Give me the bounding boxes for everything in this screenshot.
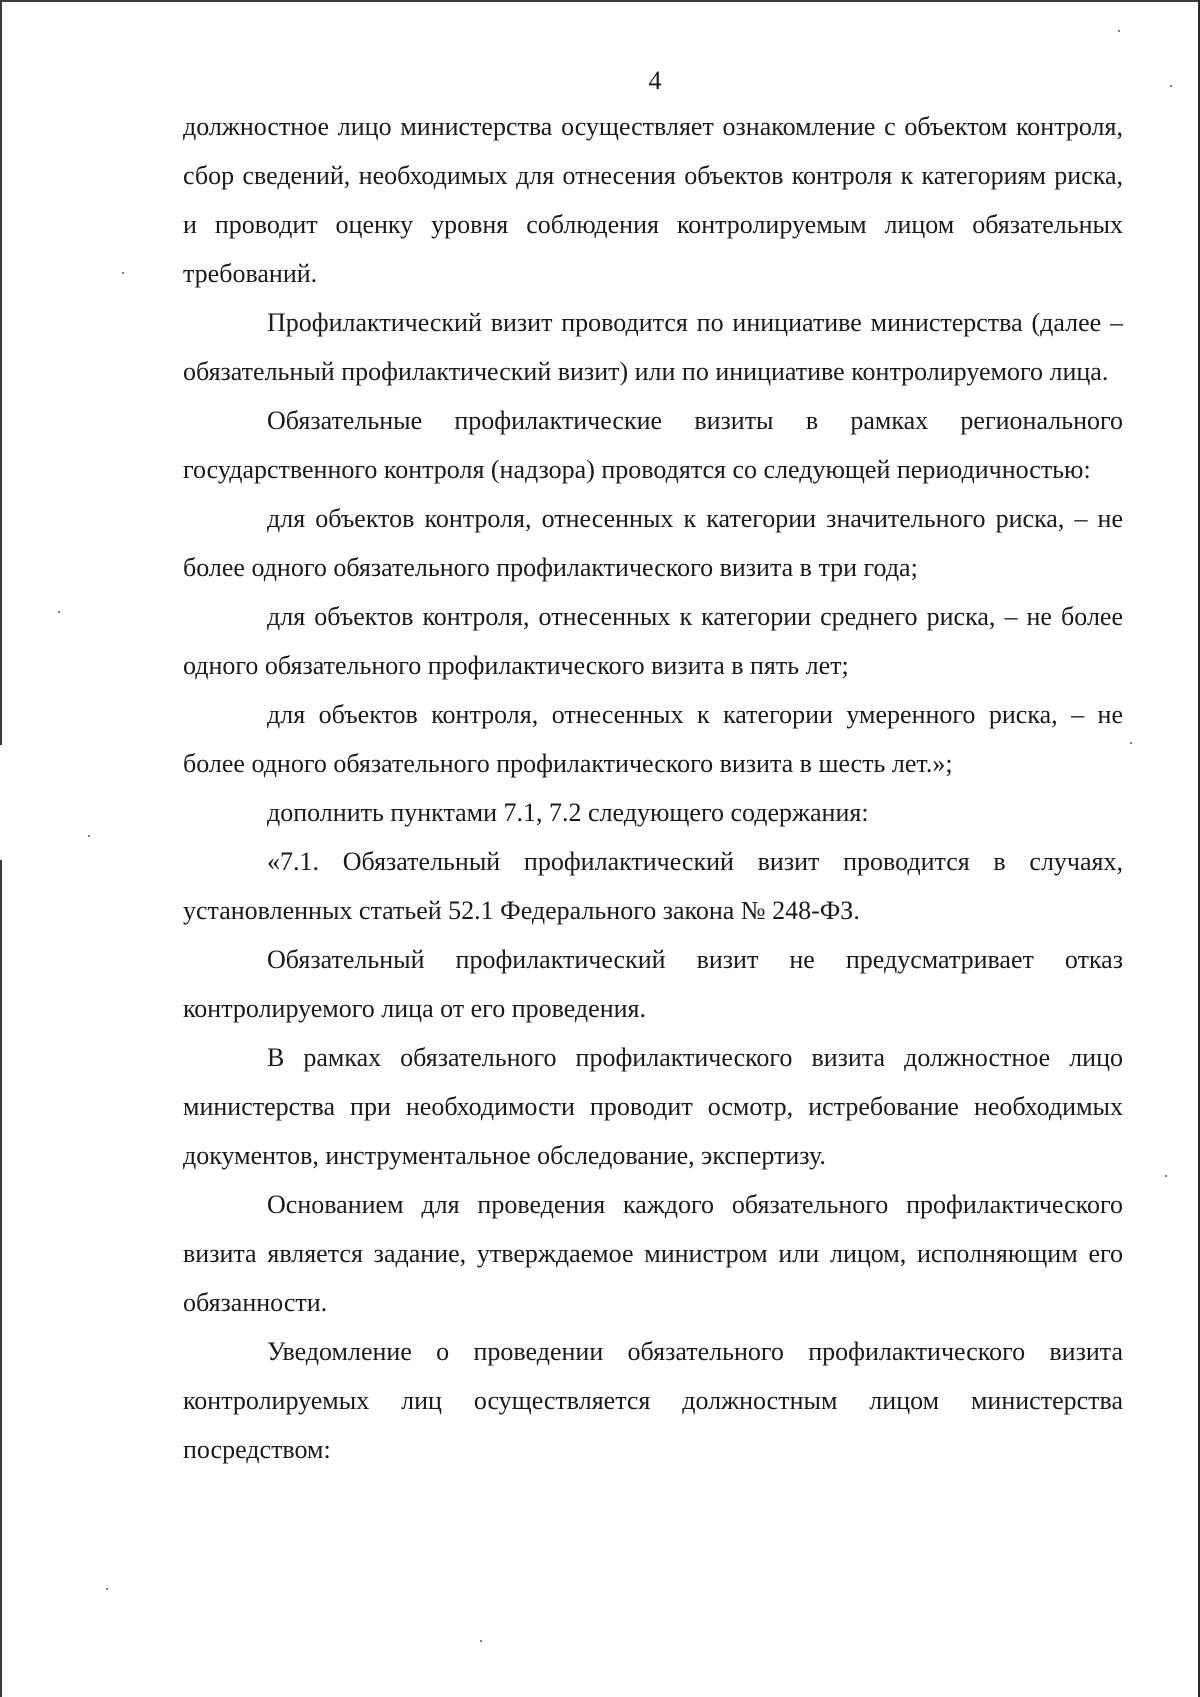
paragraph: Профилактический визит проводится по инициативе министерства (далее – обязательный профилактический визит) или по инициативе контролируемого лица. [183,308,1123,386]
paragraph: для объектов контроля, отнесенных к категории умеренного риска, – не более одного обязательного профилактического визита в шесть лет.»; [183,700,1123,778]
paragraph: Обязательный профилактический визит не предусматривает отказ контролируемого лица от его проведения. [183,945,1123,1023]
paragraph: должностное лицо министерства осуществляет ознакомление с объектом контроля, сбор сведений, необходимых для отнесения объектов контроля к категориям риска, и проводит оценку уровня соблюдения контролируемым лицом обязательных требований. [183,112,1123,288]
scan-speck [88,835,90,837]
paragraph: для объектов контроля, отнесенных к категории значительного риска, – не более одного обязательного профилактического визита в три года; [183,504,1123,582]
scan-edge-left [0,0,2,745]
scan-speck [122,272,124,274]
paragraph: Обязательные профилактические визиты в рамках регионального государственного контроля (надзора) проводятся со следующей периодичностью: [183,406,1123,484]
scan-speck [1165,1175,1167,1177]
page-number: 4 [648,66,662,95]
scan-edge-left-lower [0,860,2,1697]
paragraph: Уведомление о проведении обязательного профилактического визита контролируемых лиц осуществляется должностным лицом министерства посредством: [183,1337,1123,1464]
scan-speck [480,1640,482,1642]
paragraph: В рамках обязательного профилактического визита должностное лицо министерства при необходимости проводит осмотр, истребование необходимых документов, инструментальное обследование, экспертизу. [183,1043,1123,1170]
document-body [183,102,1123,1474]
paragraph: для объектов контроля, отнесенных к категории среднего риска, – не более одного обязательного профилактического визита в пять лет; [183,602,1123,680]
paragraph: Основанием для проведения каждого обязательного профилактического визита является задание, утверждаемое министром или лицом, исполняющим его обязанности. [183,1190,1123,1317]
scan-speck [1118,30,1120,32]
scan-speck [106,1588,108,1590]
scan-edge-top [0,0,1200,2]
paragraph: дополнить пунктами 7.1, 7.2 следующего содержания: [267,798,869,827]
paragraph: «7.1. Обязательный профилактический визит проводится в случаях, установленных статьей 52.1 Федерального закона № 248-ФЗ. [183,847,1123,925]
scan-speck [58,611,60,613]
scan-speck [1130,742,1132,744]
